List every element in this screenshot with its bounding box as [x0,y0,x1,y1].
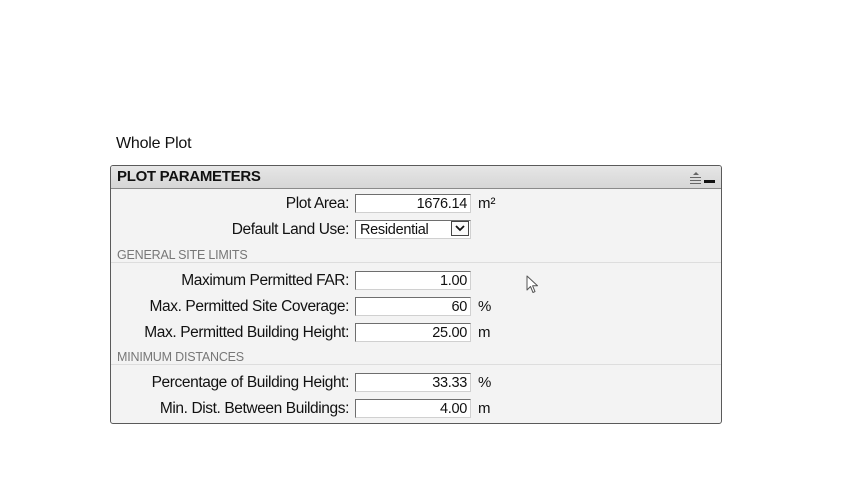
panel-options-icon[interactable] [690,172,701,184]
mouse-cursor-icon [526,275,539,299]
max-far-label: Maximum Permitted FAR: [181,272,349,289]
max-height-input[interactable] [355,323,471,342]
pct-height-row [111,372,721,394]
min-dist-row [111,398,721,420]
plot-area-label: Plot Area: [285,195,349,212]
plot-area-row [111,193,721,215]
general-site-limits-heading: GENERAL SITE LIMITS [117,248,248,262]
land-use-label: Default Land Use: [231,221,349,238]
section-title: Whole Plot [116,135,192,152]
max-coverage-unit: % [478,298,492,315]
pct-height-unit: % [478,374,492,391]
chevron-down-icon[interactable] [451,221,469,236]
max-height-label: Max. Permitted Building Height: [144,324,349,341]
panel-header-icons [690,170,715,184]
plot-area-unit: m² [478,195,496,212]
max-coverage-row [111,296,721,318]
min-dist-label: Min. Dist. Between Buildings: [159,400,349,417]
max-far-input[interactable] [355,271,471,290]
divider [111,364,721,365]
panel-header [111,166,721,189]
divider [111,262,721,263]
max-height-unit: m [478,324,491,341]
max-height-row [111,322,721,344]
pct-height-label: Percentage of Building Height: [151,374,349,391]
land-use-selected: Residential [360,222,429,238]
panel-title: PLOT PARAMETERS [117,168,261,185]
max-coverage-label: Max. Permitted Site Coverage: [149,298,349,315]
plot-parameters-panel [110,165,722,424]
minimum-distances-heading: MINIMUM DISTANCES [117,350,244,364]
min-dist-unit: m [478,400,491,417]
land-use-row [111,219,721,241]
plot-area-input[interactable] [355,194,471,213]
max-coverage-input[interactable] [355,297,471,316]
land-use-select[interactable] [355,220,471,239]
max-far-row [111,270,721,292]
pct-height-input[interactable] [355,373,471,392]
min-dist-input[interactable] [355,399,471,418]
collapse-icon[interactable] [704,180,715,183]
